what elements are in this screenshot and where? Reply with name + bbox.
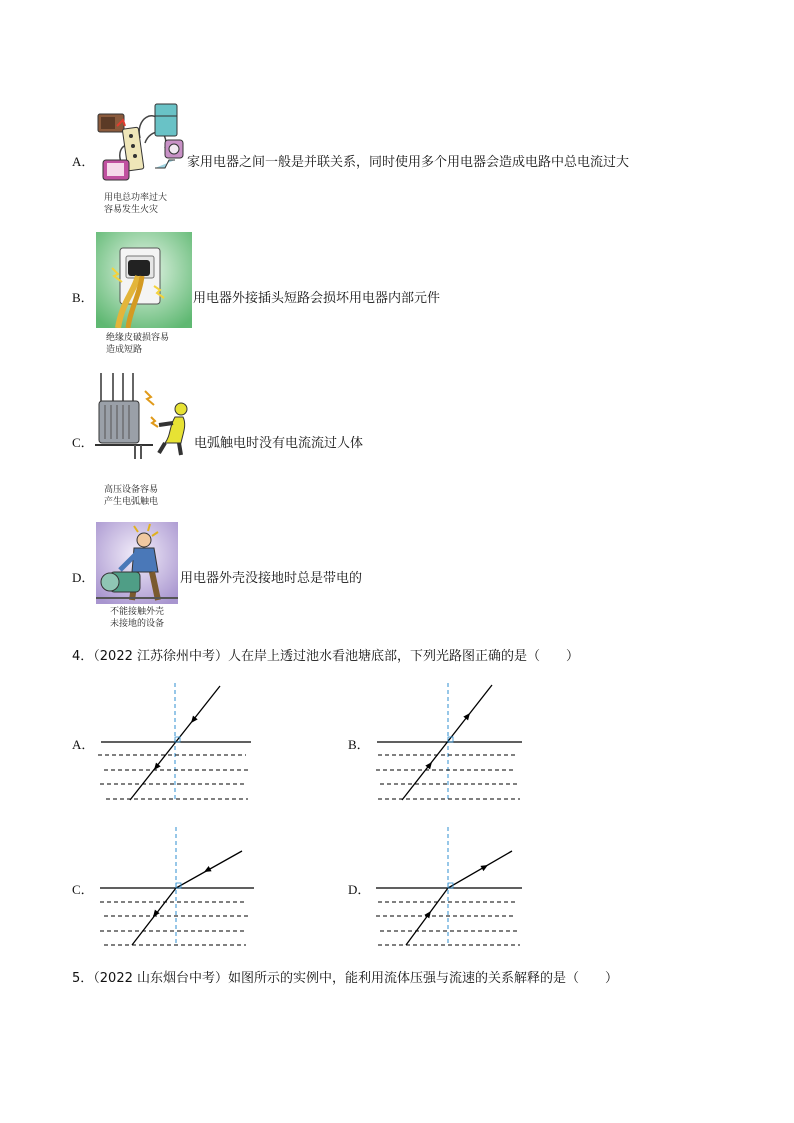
q3-option-d-letter[interactable]: D． bbox=[72, 570, 95, 585]
arc-electrocution-illustration bbox=[95, 373, 195, 459]
arrow-head bbox=[203, 866, 212, 875]
q3-option-c-caption: 高压设备容易 产生电弧触电 bbox=[104, 485, 159, 507]
q3-option-c-letter[interactable]: C． bbox=[72, 435, 94, 450]
damaged-plug-socket-illustration bbox=[96, 232, 192, 328]
q3-option-a-letter[interactable]: A． bbox=[72, 154, 95, 169]
q4-stem: 4．（2022 江苏徐州中考）人在岸上透过池水看池塘底部，下列光路图正确的是（ ） bbox=[72, 649, 579, 664]
q3-option-a-caption: 用电总功率过大 容易发生火灾 bbox=[104, 193, 168, 215]
light-path-diagram-c[interactable] bbox=[96, 824, 256, 949]
q3-option-c-text: 电弧触电时没有电流流过人体 bbox=[194, 436, 364, 451]
q4-option-d-letter[interactable]: D． bbox=[348, 882, 371, 897]
q4-option-a-letter[interactable]: A． bbox=[72, 737, 95, 752]
arrow-head bbox=[480, 862, 489, 871]
overloaded-power-strip-illustration bbox=[95, 98, 187, 192]
light-path-diagram-b[interactable] bbox=[372, 680, 532, 805]
light-path-diagram-a[interactable] bbox=[96, 680, 256, 805]
q3-option-b-text: 用电器外接插头短路会损坏用电器内部元件 bbox=[193, 291, 441, 306]
q5-stem: 5．（2022 山东烟台中考）如图所示的实例中，能利用流体压强与流速的关系解释的是（ ） bbox=[72, 971, 618, 986]
q4-option-c-letter[interactable]: C． bbox=[72, 882, 94, 897]
q4-option-b-letter[interactable]: B． bbox=[348, 737, 370, 752]
q3-option-d-caption: 不能接触外壳 未接地的设备 bbox=[110, 607, 165, 629]
q3-option-b-caption: 绝缘皮破损容易 造成短路 bbox=[106, 333, 170, 355]
q3-option-b-letter[interactable]: B． bbox=[72, 290, 94, 305]
ungrounded-motor-illustration bbox=[96, 522, 178, 604]
q3-option-a-text: 家用电器之间一般是并联关系，同时使用多个用电器会造成电路中总电流过大 bbox=[187, 155, 630, 170]
q3-option-d-text: 用电器外壳没接地时总是带电的 bbox=[180, 571, 363, 586]
light-path-diagram-d[interactable] bbox=[372, 824, 532, 949]
